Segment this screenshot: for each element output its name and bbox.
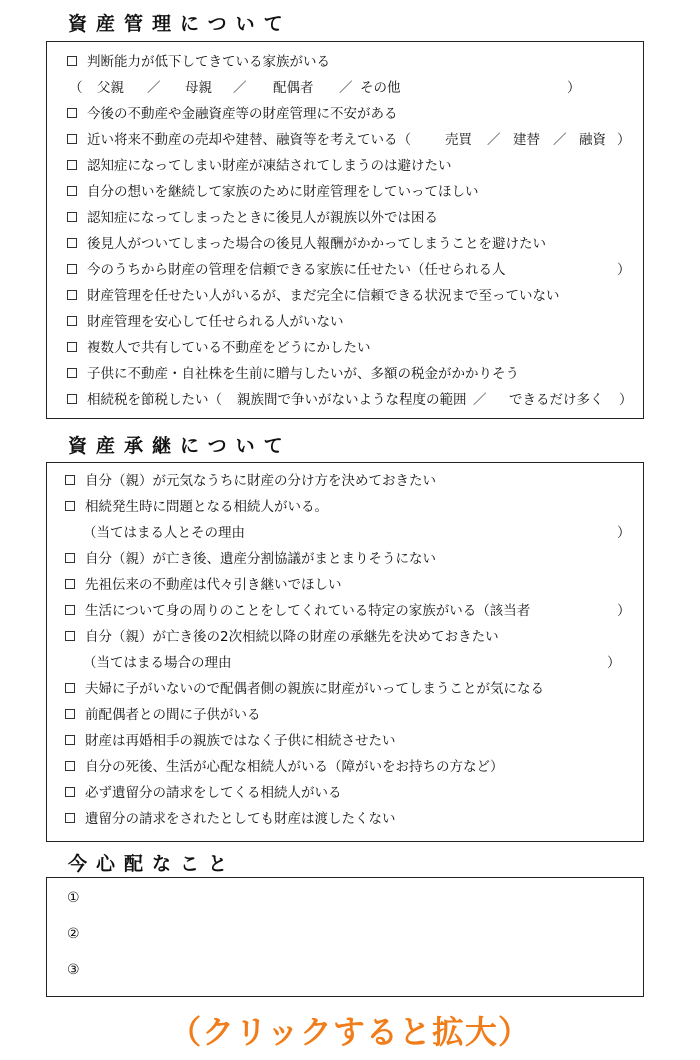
item-label: 前配偶者との間に子供がいる — [85, 707, 261, 723]
checkbox[interactable] — [67, 134, 77, 144]
open-paren: （ — [69, 80, 83, 96]
asset-management-box — [46, 41, 644, 419]
checkbox[interactable] — [67, 186, 77, 196]
item-label: 夫婦に子がいないので配偶者側の親族に財産がいってしまうことが気になる — [85, 681, 544, 697]
checklist-item[interactable] — [47, 469, 643, 493]
checklist-item[interactable] — [47, 781, 643, 805]
checklist-item[interactable] — [47, 677, 643, 701]
item-label: 認知症になってしまったときに後見人が親族以外では困る — [87, 210, 438, 226]
separator: ／ — [147, 80, 161, 96]
checkbox[interactable] — [67, 264, 77, 274]
separator: ／ — [233, 80, 247, 96]
item-label: 財産管理を任せたい人がいるが、まだ完全に信頼できる状況まで至っていない — [87, 288, 560, 304]
checkbox[interactable] — [67, 316, 77, 326]
checkbox[interactable] — [65, 683, 75, 693]
item-label: 自分（親）が亡き後の2次相続以降の財産の承継先を決めておきたい — [85, 629, 499, 645]
checklist-item[interactable] — [47, 625, 643, 649]
item-label: 自分の死後、生活が心配な相続人がいる（障がいをお持ちの方など） — [85, 759, 504, 775]
memo-line-1[interactable]: ① — [67, 890, 80, 906]
separator: ／ — [487, 132, 501, 148]
separator: ／ — [339, 80, 353, 96]
checklist-item[interactable] — [47, 495, 643, 519]
close-paren: ） — [617, 525, 631, 541]
item-label: 認知症になってしまい財産が凍結されてしまうのは避けたい — [87, 158, 452, 174]
separator: ／ — [553, 132, 567, 148]
checklist-item[interactable] — [47, 729, 643, 753]
reason-prompt: （当てはまる人とその理由 — [83, 525, 245, 541]
checklist-item[interactable] — [47, 807, 643, 831]
item-label: 自分の想いを継続して家族のために財産管理をしていってほしい — [87, 184, 479, 200]
checklist-item[interactable] — [47, 362, 643, 386]
checklist-item[interactable] — [47, 180, 643, 204]
checkbox[interactable] — [65, 787, 75, 797]
checkbox[interactable] — [67, 290, 77, 300]
close-paren: ） — [619, 392, 633, 408]
checkbox[interactable] — [65, 709, 75, 719]
checkbox[interactable] — [67, 342, 77, 352]
checklist-item[interactable] — [47, 232, 643, 256]
memo-line-2[interactable]: ② — [67, 926, 80, 942]
item-label: 遺留分の請求をされたとしても財産は渡したくない — [85, 811, 396, 827]
option-other[interactable]: その他 — [360, 80, 401, 96]
item-label: 自分（親）が元気なうちに財産の分け方を決めておきたい — [85, 473, 436, 489]
item-label: 今のうちから財産の管理を信頼できる家族に任せたい（任せられる人 — [87, 262, 506, 278]
close-paren: ） — [607, 655, 621, 671]
checkbox[interactable] — [67, 108, 77, 118]
reason-prompt: （当てはまる場合の理由 — [83, 655, 232, 671]
checkbox[interactable] — [65, 579, 75, 589]
family-options-row — [47, 76, 643, 100]
memo-line-3[interactable]: ③ — [67, 962, 80, 978]
checklist-item[interactable] — [47, 336, 643, 360]
checklist-item[interactable] — [47, 284, 643, 308]
option-mother[interactable]: 母親 — [185, 80, 212, 96]
checklist-item[interactable] — [47, 599, 643, 623]
click-to-enlarge-link[interactable]: （クリックすると拡大） — [169, 1013, 531, 1051]
checklist-item[interactable] — [47, 573, 643, 597]
sub-line — [47, 651, 643, 675]
checkbox[interactable] — [67, 238, 77, 248]
item-label: 相続税を節税したい（ — [87, 392, 222, 408]
item-label: 子供に不動産・自社株を生前に贈与したいが、多額の税金がかかりそう — [87, 366, 519, 382]
item-label: 自分（親）が亡き後、遺産分割協議がまとまりそうにない — [85, 551, 436, 567]
checklist-item[interactable] — [47, 258, 643, 282]
checkbox[interactable] — [67, 56, 77, 66]
item-label: 複数人で共有している不動産をどうにかしたい — [87, 340, 371, 356]
close-paren: ） — [617, 132, 631, 148]
sub-line — [47, 521, 643, 545]
checkbox[interactable] — [65, 631, 75, 641]
item-label: 財産は再婚相手の親族ではなく子供に相続させたい — [85, 733, 396, 749]
checkbox[interactable] — [65, 735, 75, 745]
checklist-item[interactable] — [47, 388, 643, 412]
checklist-item[interactable] — [47, 755, 643, 779]
checkbox[interactable] — [67, 368, 77, 378]
section-heading-current-worries: 今心配なこと — [68, 853, 237, 875]
option-father[interactable]: 父親 — [97, 80, 124, 96]
checklist-item[interactable] — [47, 154, 643, 178]
item-label: 近い将来不動産の売却や建替、融資等を考えている（ — [87, 132, 411, 148]
item-label: 判断能力が低下してきている家族がいる — [87, 54, 330, 70]
checkbox[interactable] — [67, 394, 77, 404]
option-sale[interactable]: 売買 — [445, 132, 472, 148]
checkbox[interactable] — [67, 212, 77, 222]
section-heading-asset-succession: 資産承継について — [68, 435, 292, 457]
option-rebuild[interactable]: 建替 — [513, 132, 540, 148]
option-loan[interactable]: 融資 — [579, 132, 606, 148]
option-no-dispute[interactable]: 親族間で争いがないような程度の範囲 — [237, 392, 467, 408]
item-label: 財産管理を安心して任せられる人がいない — [87, 314, 344, 330]
option-as-much[interactable]: できるだけ多く — [509, 392, 604, 408]
item-label: 後見人がついてしまった場合の後見人報酬がかかってしまうことを避けたい — [87, 236, 546, 252]
close-paren: ） — [617, 262, 631, 278]
checklist-item[interactable] — [47, 703, 643, 727]
item-label: 先祖伝来の不動産は代々引き継いでほしい — [85, 577, 342, 593]
checklist-item[interactable] — [47, 547, 643, 571]
item-label: 生活について身の周りのことをしてくれている特定の家族がいる（該当者 — [85, 603, 531, 619]
asset-succession-box — [46, 462, 644, 842]
checklist-item[interactable] — [47, 50, 643, 74]
item-label: 必ず遺留分の請求をしてくる相続人がいる — [85, 785, 342, 801]
item-label: 相続発生時に問題となる相続人がいる。 — [85, 499, 328, 515]
checklist-item[interactable] — [47, 206, 643, 230]
close-paren: ） — [567, 80, 581, 96]
checkbox[interactable] — [65, 553, 75, 563]
checklist-item[interactable] — [47, 128, 643, 152]
checkbox[interactable] — [65, 813, 75, 823]
section-heading-asset-management: 資産管理について — [68, 13, 292, 35]
checkbox[interactable] — [65, 501, 75, 511]
checkbox[interactable] — [65, 605, 75, 615]
separator: ／ — [473, 392, 487, 408]
checkbox[interactable] — [67, 160, 77, 170]
checkbox[interactable] — [65, 475, 75, 485]
item-label: 今後の不動産や金融資産等の財産管理に不安がある — [87, 106, 398, 122]
close-paren: ） — [617, 603, 631, 619]
current-worries-box[interactable] — [46, 877, 644, 997]
checkbox[interactable] — [65, 761, 75, 771]
checklist-item[interactable] — [47, 310, 643, 334]
option-spouse[interactable]: 配偶者 — [273, 80, 314, 96]
checklist-item[interactable] — [47, 102, 643, 126]
